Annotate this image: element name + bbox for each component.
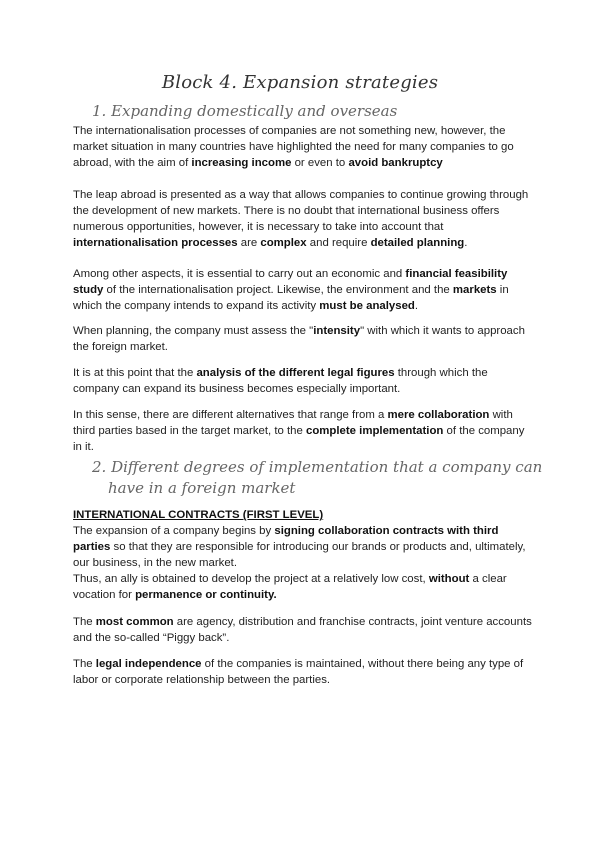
text: When planning, the company must assess the " <box>73 325 314 337</box>
section-1-paragraph-1 <box>73 123 533 171</box>
section-1-paragraph-6 <box>73 407 533 455</box>
text: The internationalisation processes of companies are not something new, however, the market situation in many countries have highlighted the need for many companies to go abroad, with the aim of <box>73 125 514 169</box>
bold-text: permanence or continuity. <box>135 589 277 601</box>
text: so that they are responsible for introducing our brands or products and, ultimately, our business, in the new market. <box>73 541 526 569</box>
bold-text: complete implementation <box>306 425 444 437</box>
text: . <box>414 300 419 312</box>
bold-text: financial feasibility study <box>73 268 508 296</box>
bold-text: markets <box>452 284 497 296</box>
text: a clear vocation for <box>73 573 507 601</box>
bold-text: legal independence <box>95 658 202 670</box>
text: through which the company can expand its business becomes especially important. <box>73 367 488 395</box>
text: In this sense, there are different alternatives that range from a <box>73 409 388 421</box>
text: It is at this point that the <box>73 367 197 379</box>
page-title: Block 4. Expansion strategies <box>161 72 439 93</box>
section-2-paragraph-2 <box>73 571 533 603</box>
bold-text: avoid bankruptcy <box>348 157 443 169</box>
text: or even to <box>291 157 349 169</box>
bold-text: mere collaboration <box>387 409 490 421</box>
section-2-subheading: INTERNATIONAL CONTRACTS (FIRST LEVEL) <box>73 509 324 521</box>
section-1-paragraph-4 <box>73 323 533 355</box>
text: are <box>237 237 261 249</box>
text: are agency, distribution and franchise contracts, joint venture accounts and the so-called “Piggy back”. <box>73 616 532 644</box>
text: of the companies is maintained, without there being any type of labor or corporate relationship between the parties. <box>73 658 524 686</box>
bold-text: detailed planning <box>370 237 465 249</box>
bold-text: signing collaboration contracts with third parties <box>73 525 499 553</box>
section-2-paragraph-1 <box>73 523 533 571</box>
section-2-heading-line-2: have in a foreign market <box>108 479 296 497</box>
text: " with which it wants to approach the foreign market. <box>73 325 525 353</box>
text: The leap abroad is presented as a way that allows companies to continue growing through the development of new markets. There is no doubt that international business offers numerous opportunities, however, it is necessary to take into account that <box>73 189 529 233</box>
bold-text: without <box>428 573 470 585</box>
section-2-heading-line-1: 2. Different degrees of implementation that a company can <box>92 458 543 476</box>
text: . <box>464 237 468 249</box>
section-1-paragraph-5 <box>73 365 533 397</box>
bold-text: analysis of the different legal figures <box>196 367 395 379</box>
bold-text: must be analysed <box>319 300 415 312</box>
section-2-paragraph-4 <box>73 656 533 688</box>
text: of the internationalisation project. Likewise, the environment and the <box>103 284 453 296</box>
text: of the company in it. <box>73 425 525 453</box>
bold-text: most common <box>95 616 174 628</box>
text: with third parties based in the target market, to the <box>73 409 513 437</box>
bold-text: increasing income <box>191 157 292 169</box>
bold-text: internationalisation processes <box>73 237 238 249</box>
text: The <box>73 658 96 670</box>
section-2-paragraph-3 <box>73 614 533 646</box>
section-1-paragraph-3 <box>73 266 533 314</box>
text: The <box>73 616 96 628</box>
text: Thus, an ally is obtained to develop the project at a relatively low cost, <box>73 573 429 585</box>
section-1-heading: 1. Expanding domestically and overseas <box>92 102 398 120</box>
text: The expansion of a company begins by <box>73 525 275 537</box>
text: and require <box>306 237 371 249</box>
text: in which the company intends to expand its activity <box>73 284 509 312</box>
text: Among other aspects, it is essential to carry out an economic and <box>73 268 406 280</box>
bold-text: intensity <box>313 325 361 337</box>
bold-text: complex <box>260 237 307 249</box>
section-1-paragraph-2 <box>73 187 533 251</box>
